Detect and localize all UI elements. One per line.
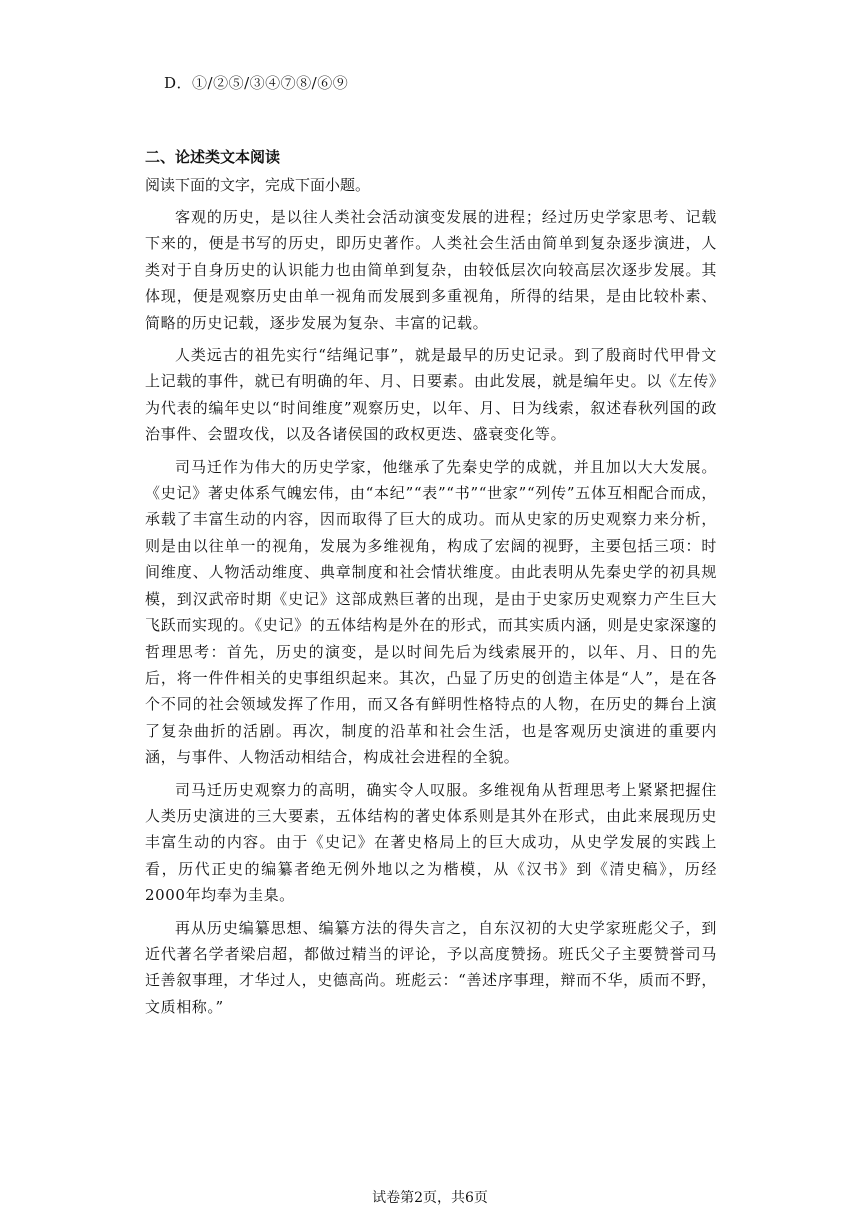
passage-paragraph-1: 客观的历史，是以往人类社会活动演变发展的进程；经过历史学家思考、记载下来的，便是书写的历史，即历史著作。人类社会生活由简单到复杂逐步演进，人类对于自身历史的认识能力也由简单到复杂，由较低层次向较高层次逐步发展。其体现，便是观察历史由单一视角而发展到多重视角，所得的结果，是由比较朴素、简略的历史记载，逐步发展为复杂、丰富的记载。 [145,208,717,332]
section-instruction: 阅读下面的文字，完成下面小题。 [145,176,371,194]
reading-passage [145,204,717,1026]
passage-paragraph-5: 再从历史编纂思想、编纂方法的得失言之，自东汉初的大史学家班彪父子，到近代著名学者梁启超，都做过精当的评论，予以高度赞扬。班氏父子主要赞誉司马迁善叙事理，才华过人，史德高尚。班彪云：“善述序事理，辩而不华，质而不野，文质相称。” [145,918,717,1016]
page-footer: 试卷第2页，共6页 [372,1190,488,1206]
answer-option-d: D．①/②⑤/③④⑦⑧/⑥⑨ [164,74,349,92]
section-title: 二、论述类文本阅读 [145,148,281,166]
passage-paragraph-2: 人类远古的祖先实行“结绳记事”，就是最早的历史记录。到了殷商时代甲骨文上记载的事件，就已有明确的年、月、日要素。由此发展，就是编年史。以《左传》为代表的编年史以“时间维度”观察历史，以年、月、日为线索，叙述春秋列国的政治事件、会盟攻伐，以及各诸侯国的政权更迭、盛衰变化等。 [145,346,717,444]
passage-paragraph-3: 司马迁作为伟大的历史学家，他继承了先秦史学的成就，并且加以大大发展。《史记》著史体系气魄宏伟，由“本纪”“表”“书”“世家”“列传”五体互相配合而成，承载了丰富生动的内容，因而取得了巨大的成功。而从史家的历史观察力来分析，则是由以往单一的视角，发展为多维视角，构成了宏阔的视野，主要包括三项：时间维度、人物活动维度、典章制度和社会情状维度。由此表明从先秦史学的初具规模，到汉武帝时期《史记》这部成熟巨著的出现，是由于史家历史观察力产生巨大飞跃而实现的。《史记》的五体结构是外在的形式，而其实质内涵，则是史家深邃的哲理思考：首先，历史的演变，是以时间先后为线索展开的，以年、月、日的先后，将一件件相关的史事组织起来。其次，凸显了历史的创造主体是“人”，是在各个不同的社会领域发挥了作用，而又各有鲜明性格特点的人物，在历史的舞台上演了复杂曲折的活剧。再次，制度的沿革和社会生活，也是客观历史演进的重要内涵，与事件、人物活动相结合，构成社会进程的全貌。 [145,457,717,767]
passage-paragraph-4: 司马迁历史观察力的高明，确实令人叹服。多维视角从哲理思考上紧紧把握住人类历史演进的三大要素，五体结构的著史体系则是其外在形式，由此来展现历史丰富生动的内容。由于《史记》在著史格局上的巨大成功，从史学发展的实践上看，历代正史的编纂者绝无例外地以之为楷模，从《汉书》到《清史稿》，历经2000年均奉为圭臬。 [145,780,717,905]
